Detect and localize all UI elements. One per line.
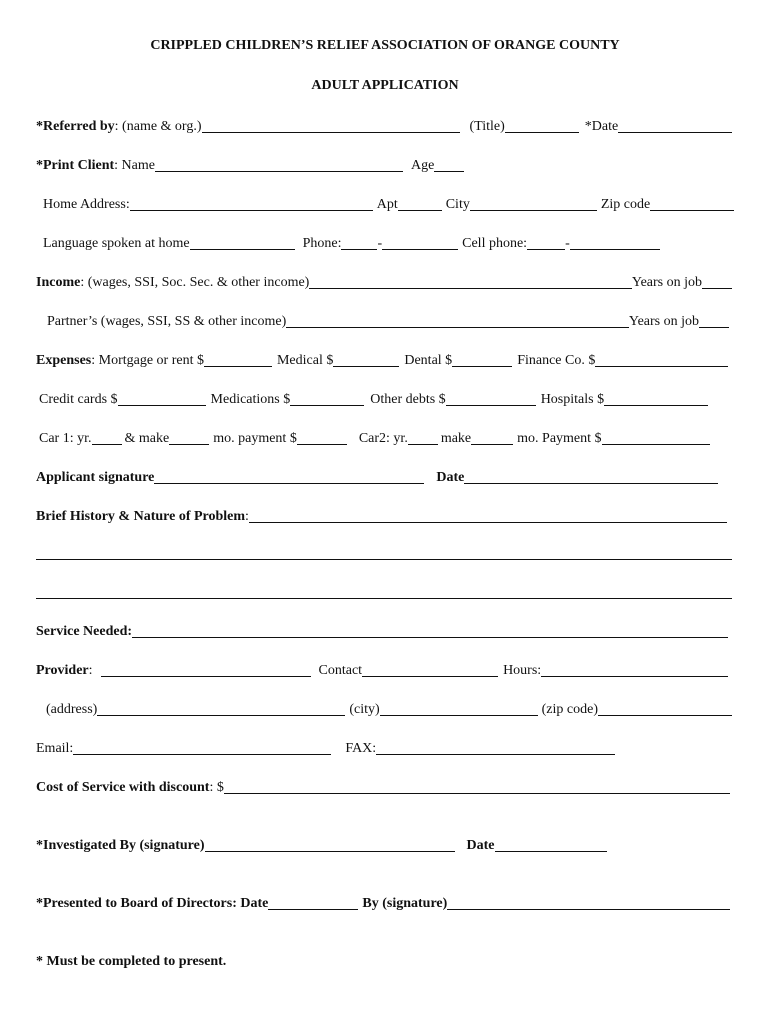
age-label: Age (410, 158, 435, 173)
language-field[interactable] (190, 249, 295, 250)
expenses-label: Expenses (36, 353, 92, 368)
home-address-field[interactable] (130, 210, 373, 211)
history-line-3[interactable] (36, 598, 732, 599)
investigated-field[interactable] (205, 851, 455, 852)
cost-suffix: : $ (209, 780, 224, 795)
cell-number-field[interactable] (570, 249, 660, 250)
history-row (36, 506, 727, 526)
applicant-signature-label: Applicant signature (36, 470, 155, 485)
hours-label: Hours: (503, 663, 542, 678)
referral-date-field[interactable] (618, 132, 732, 133)
provider-address-label: (address) (46, 702, 98, 717)
years-on-job-field[interactable] (702, 288, 732, 289)
referred-by-label: *Referred by (36, 119, 115, 134)
service-needed-label: Service Needed: (36, 624, 133, 639)
income-hint: : (wages, SSI, Soc. Sec. & other income) (80, 275, 310, 290)
partner-income-row (47, 311, 729, 331)
years-on-job-label: Years on job (631, 275, 702, 290)
applicant-date-field[interactable] (464, 483, 718, 484)
income-label: Income (36, 275, 81, 290)
provider-field[interactable] (101, 676, 311, 677)
address-row (43, 194, 734, 214)
phone-area-field[interactable] (341, 249, 377, 250)
car1-payment-field[interactable] (297, 444, 347, 445)
income-row (36, 272, 732, 292)
by-signature-label: By (signature) (362, 896, 448, 911)
applicant-signature-field[interactable] (154, 483, 424, 484)
applicant-signature-row (36, 467, 718, 487)
cars-row (39, 428, 710, 448)
history-colon: : (245, 509, 249, 524)
form-title: ADULT APPLICATION (311, 78, 459, 93)
provider-city-label: (city) (349, 702, 380, 717)
title-field[interactable] (505, 132, 579, 133)
cell-dash: - (565, 236, 570, 251)
home-address-label: Home Address: (43, 197, 130, 212)
medications-field[interactable] (290, 405, 364, 406)
fax-field[interactable] (376, 754, 615, 755)
presented-row (36, 893, 730, 913)
history-label: Brief History & Nature of Problem (36, 509, 246, 524)
provider-label: Provider (36, 663, 89, 678)
title-label: (Title) (469, 119, 505, 134)
dental-field[interactable] (452, 366, 512, 367)
history-field[interactable] (249, 522, 727, 523)
partner-years-label: Years on job (628, 314, 699, 329)
phone-dash: - (377, 236, 383, 251)
apt-field[interactable] (398, 210, 442, 211)
provider-address-field[interactable] (97, 715, 345, 716)
contact-field[interactable] (362, 676, 498, 677)
email-field[interactable] (73, 754, 331, 755)
car2-year-field[interactable] (408, 444, 438, 445)
org-title: CRIPPLED CHILDREN’S RELIEF ASSOCIATION OF ORANGE COUNTY (150, 38, 620, 53)
presented-label: *Presented to Board of Directors: Date (36, 896, 269, 911)
applicant-date-label: Date (436, 470, 465, 485)
referred-by-field[interactable] (202, 132, 460, 133)
car1-payment-label: mo. payment $ (213, 431, 297, 446)
car2-make-field[interactable] (471, 444, 513, 445)
partner-income-field[interactable] (286, 327, 629, 328)
client-name-row (36, 155, 732, 175)
client-name-label: : Name (114, 158, 155, 173)
footnote: * Must be completed to present. (36, 954, 227, 969)
phone-label: Phone: (302, 236, 342, 251)
cell-area-field[interactable] (527, 249, 565, 250)
car1-year-label: Car 1: yr. (39, 431, 92, 446)
mortgage-field[interactable] (204, 366, 272, 367)
fax-label: FAX: (345, 741, 377, 756)
finance-co-label: Finance Co. $ (517, 353, 596, 368)
presented-date-field[interactable] (268, 909, 358, 910)
medical-field[interactable] (333, 366, 399, 367)
provider-row (36, 660, 728, 680)
hospitals-field[interactable] (604, 405, 708, 406)
cost-field[interactable] (224, 793, 730, 794)
medications-label: Medications $ (210, 392, 291, 407)
print-client-label: *Print Client (36, 158, 115, 173)
language-label: Language spoken at home (43, 236, 190, 251)
car2-make-label: make (440, 431, 472, 446)
provider-zip-field[interactable] (598, 715, 732, 716)
car1-year-field[interactable] (92, 444, 122, 445)
cell-phone-label: Cell phone: (462, 236, 528, 251)
car1-make-field[interactable] (169, 444, 209, 445)
partner-income-label: Partner’s (wages, SSI, SS & other income) (47, 314, 287, 329)
apt-label: Apt (376, 197, 398, 212)
dental-label: Dental $ (404, 353, 453, 368)
zip-code-label: Zip code (600, 197, 651, 212)
hospitals-label: Hospitals $ (540, 392, 605, 407)
referral-date-label: *Date (584, 119, 619, 134)
email-fax-row (36, 738, 615, 758)
hours-field[interactable] (541, 676, 728, 677)
referral-row (36, 116, 732, 136)
income-field[interactable] (309, 288, 632, 289)
provider-colon: : (88, 663, 93, 678)
cost-row (36, 777, 730, 797)
other-debts-label: Other debts $ (370, 392, 446, 407)
car2-payment-field[interactable] (602, 444, 710, 445)
email-label: Email: (36, 741, 74, 756)
language-phone-row (43, 233, 732, 253)
provider-zip-label: (zip code) (541, 702, 598, 717)
client-name-field[interactable] (155, 171, 403, 172)
by-signature-field[interactable] (447, 909, 730, 910)
footnote-row (36, 951, 732, 971)
debts-row (39, 389, 708, 409)
service-needed-row (36, 621, 728, 641)
other-debts-field[interactable] (446, 405, 536, 406)
car2-year-label: Car2: yr. (358, 431, 408, 446)
age-field[interactable] (434, 171, 464, 172)
expenses-row (36, 350, 728, 370)
investigated-row (36, 835, 607, 855)
investigated-label: *Investigated By (signature) (36, 838, 205, 853)
provider-address-row (46, 699, 732, 719)
city-field[interactable] (470, 210, 597, 211)
referred-by-hint: : (name & org.) (114, 119, 202, 134)
provider-city-field[interactable] (380, 715, 538, 716)
car2-payment-label: mo. Payment $ (517, 431, 602, 446)
zip-code-field[interactable] (650, 210, 734, 211)
partner-years-field[interactable] (699, 327, 729, 328)
car1-make-label: & make (124, 431, 170, 446)
investigated-date-label: Date (466, 838, 495, 853)
medical-label: Medical $ (276, 353, 334, 368)
phone-number-field[interactable] (382, 249, 458, 250)
cost-label: Cost of Service with discount (36, 780, 210, 795)
mortgage-label: : Mortgage or rent $ (91, 353, 204, 368)
credit-cards-label: Credit cards $ (39, 392, 118, 407)
city-label: City (445, 197, 470, 212)
investigated-date-field[interactable] (495, 851, 607, 852)
service-needed-field[interactable] (132, 637, 728, 638)
history-line-2[interactable] (36, 559, 732, 560)
contact-label: Contact (318, 663, 363, 678)
finance-co-field[interactable] (595, 366, 728, 367)
credit-cards-field[interactable] (118, 405, 206, 406)
